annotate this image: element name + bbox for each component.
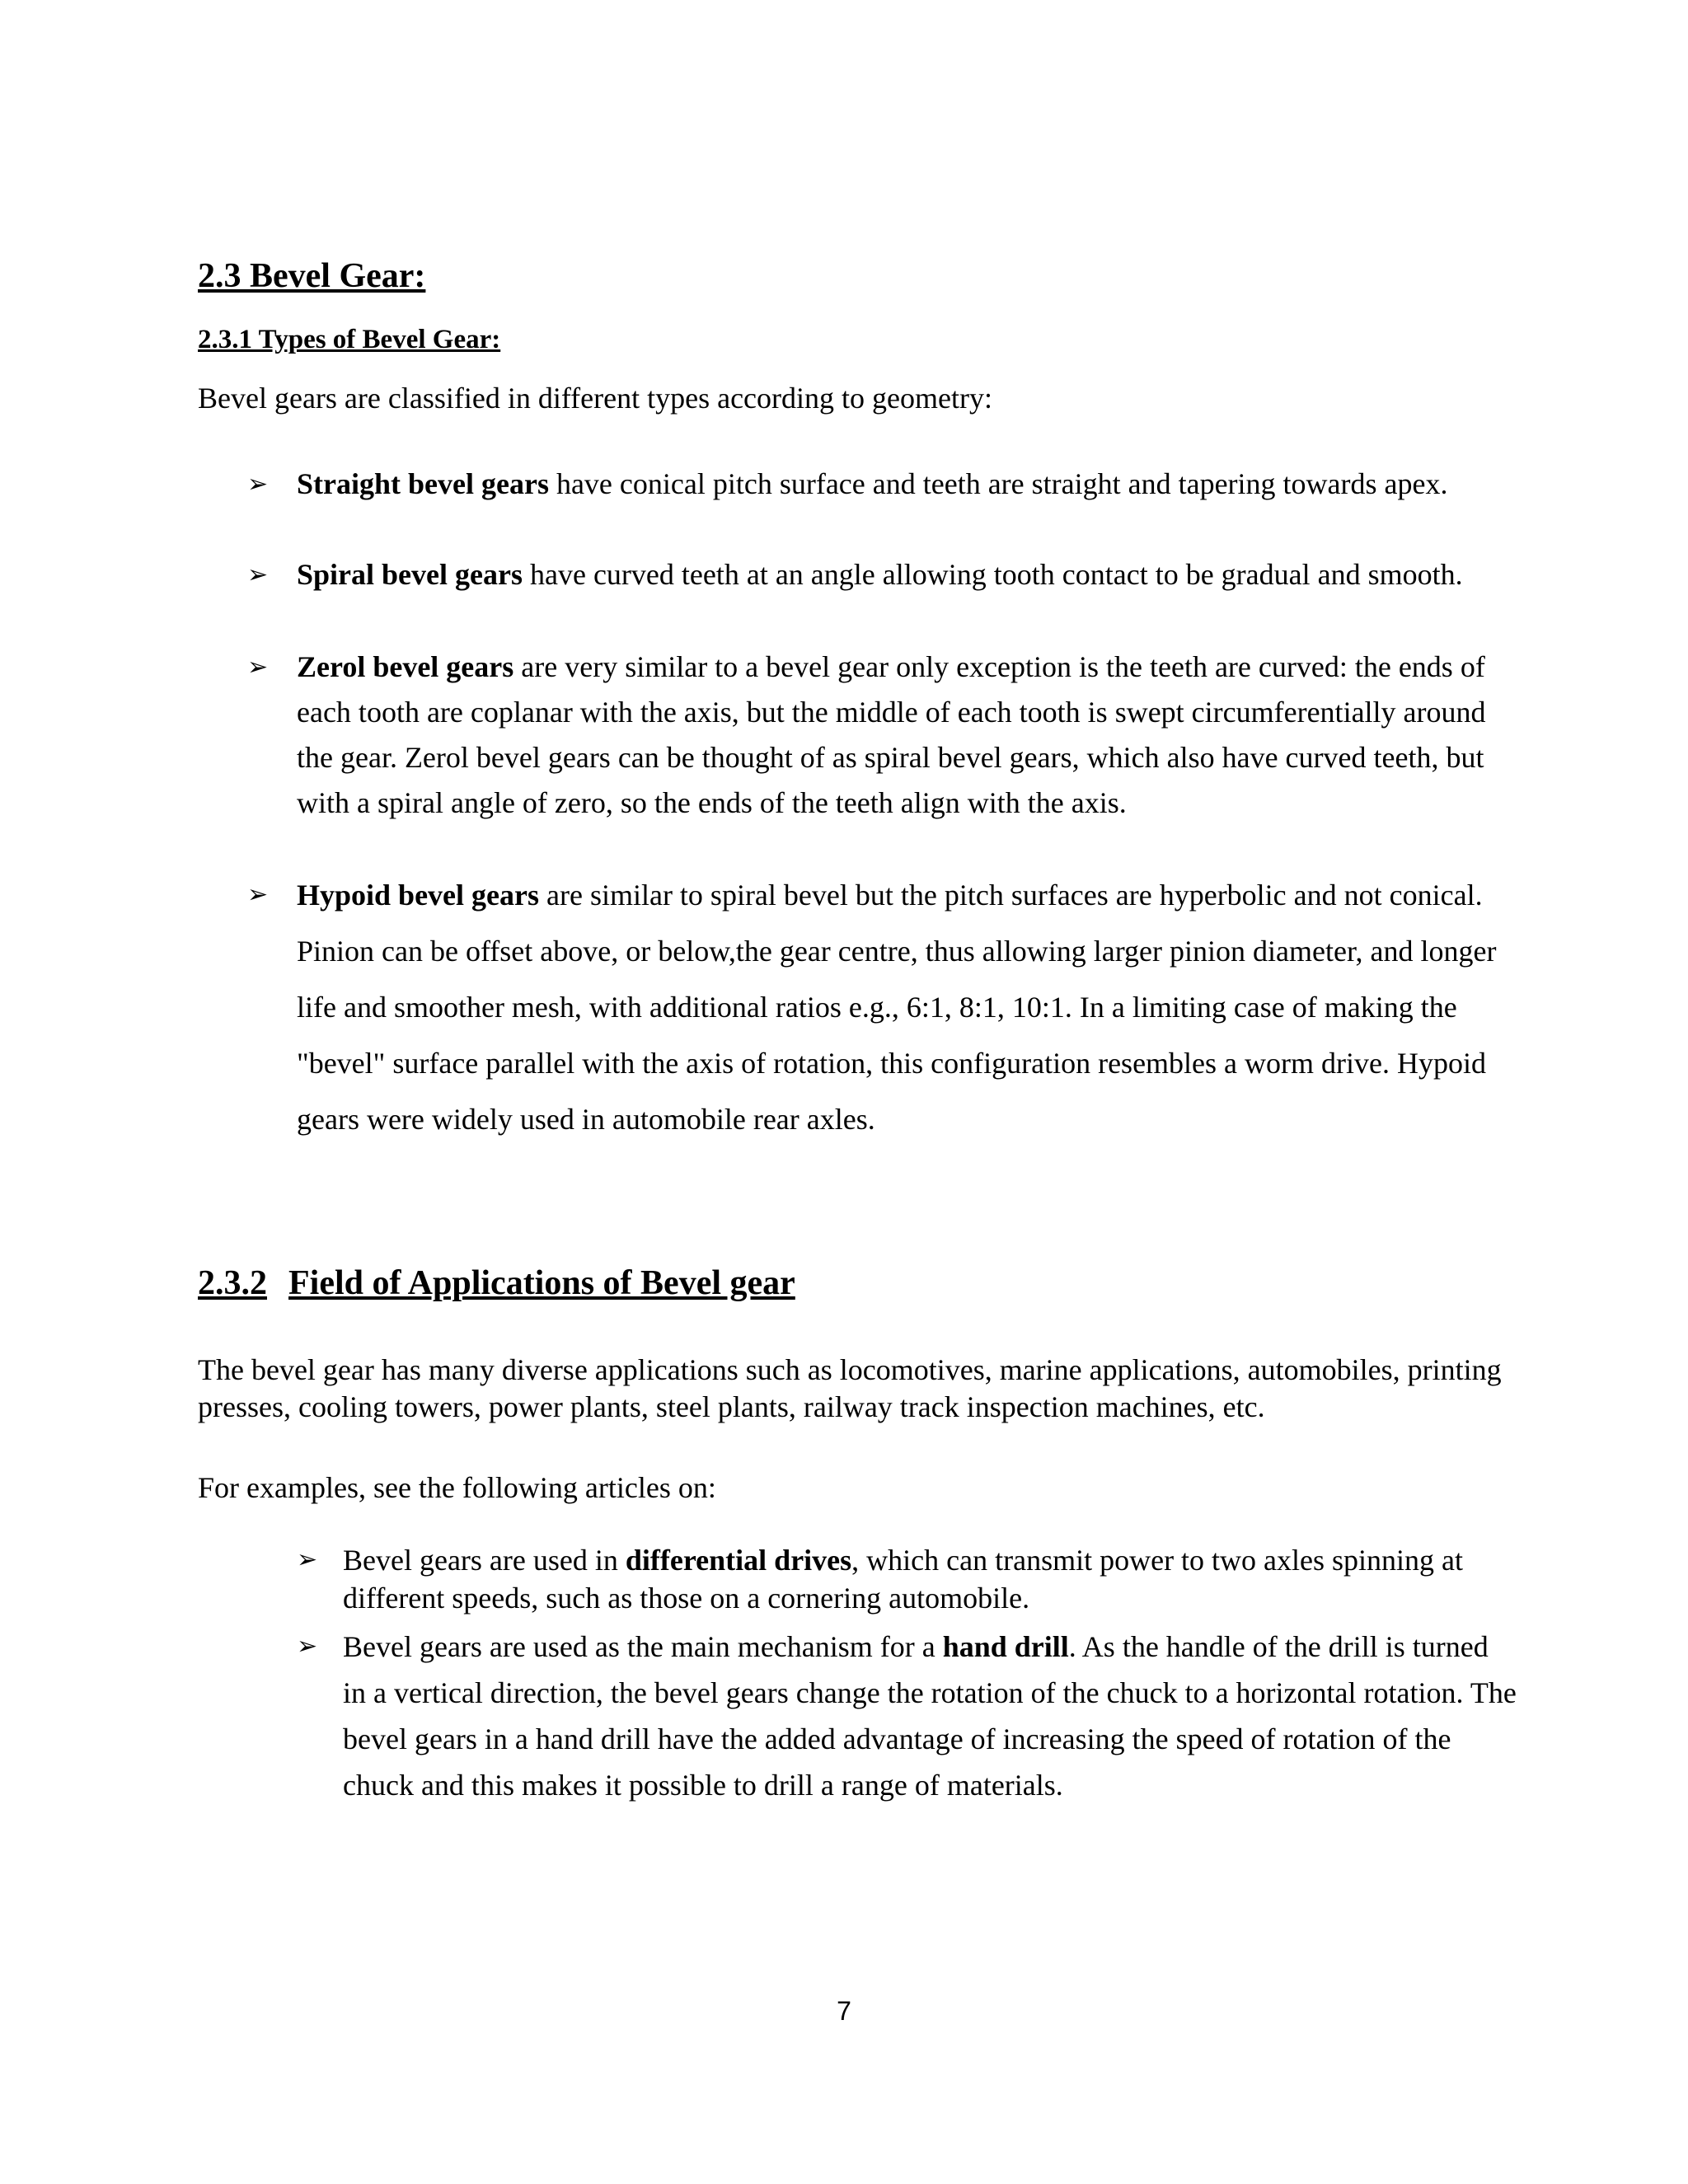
list-item-prefix: Bevel gears are used in xyxy=(343,1544,626,1577)
arrow-bullet-icon: ➢ xyxy=(247,560,269,589)
list-item-term: Spiral bevel gears xyxy=(297,558,523,591)
list-item-text xyxy=(297,644,1500,826)
applications-heading-title: Field of Applications of Bevel gear xyxy=(288,1264,795,1302)
section-heading: 2.3 Bevel Gear: xyxy=(198,257,426,295)
applications-heading-number: 2.3.2 xyxy=(198,1264,267,1302)
list-item-term: Straight bevel gears xyxy=(297,467,549,500)
applications-paragraph: The bevel gear has many diverse applications such as locomotives, marine applications, automobiles, printing presses, cooling towers, power plants, steel plants, railway track inspection machines, etc. xyxy=(198,1353,1502,1423)
list-item-prefix: Bevel gears are used as the main mechanism for a xyxy=(343,1630,943,1663)
list-item-description: have conical pitch surface and teeth are straight and tapering towards apex. xyxy=(548,467,1448,500)
list-item-description: are similar to spiral bevel but the pitch surfaces are hyperbolic and not conical. Pinion can be offset above, or below,the gear centre, thus allowing larger pinion diameter, and longer life and smoother mesh, with additional ratios e.g., 6:1, 8:1, 10:1. In a limiting case of making the "bevel" surface parallel with the axis of rotation, this configuration resembles a worm drive. Hypoid gears were widely used in automobile rear axles. xyxy=(297,879,1497,1136)
intro-paragraph: Bevel gears are classified in different types according to geometry: xyxy=(198,382,992,415)
list-item-text xyxy=(297,552,1500,598)
list-item-suffix: . As the handle of the drill is turned in a vertical direction, the bevel gears change the rotation of the chuck to a horizontal rotation. The bevel gears in a hand drill have the added advantage of increasing the speed of rotation of the chuck and this makes it possible to drill a range of materials. xyxy=(343,1630,1517,1802)
list-item-text xyxy=(343,1624,1517,1808)
arrow-bullet-icon: ➢ xyxy=(247,880,269,909)
arrow-bullet-icon: ➢ xyxy=(247,470,269,499)
list-item-term: Zerol bevel gears xyxy=(297,650,514,683)
list-item-text xyxy=(343,1541,1517,1617)
applications-heading xyxy=(198,1261,795,1305)
list-item-term: differential drives xyxy=(625,1544,852,1577)
list-item-suffix: , which can transmit power to two axles spinning at different speeds, such as those on a cornering automobile. xyxy=(343,1544,1464,1615)
page-number: 7 xyxy=(837,1996,851,2026)
arrow-bullet-icon: ➢ xyxy=(297,1545,318,1574)
list-item-term: hand drill xyxy=(942,1630,1069,1663)
arrow-bullet-icon: ➢ xyxy=(297,1632,318,1661)
arrow-bullet-icon: ➢ xyxy=(247,653,269,682)
subsection-heading: 2.3.1 Types of Bevel Gear: xyxy=(198,325,501,354)
examples-intro: For examples, see the following articles on: xyxy=(198,1471,716,1504)
list-item-term: Hypoid bevel gears xyxy=(297,879,539,912)
list-item-description: are very similar to a bevel gear only exception is the teeth are curved: the ends of each tooth are coplanar with the axis, but the middle of each tooth is swept circumferentially around the gear. Zerol bevel gears can be thought of as spiral bevel gears, which also have curved teeth, but with a spiral angle of zero, so the ends of the teeth align with the axis. xyxy=(297,650,1486,819)
list-item-text xyxy=(297,462,1500,507)
list-item-text xyxy=(297,867,1500,1147)
list-item-description: have curved teeth at an angle allowing tooth contact to be gradual and smooth. xyxy=(522,558,1463,591)
